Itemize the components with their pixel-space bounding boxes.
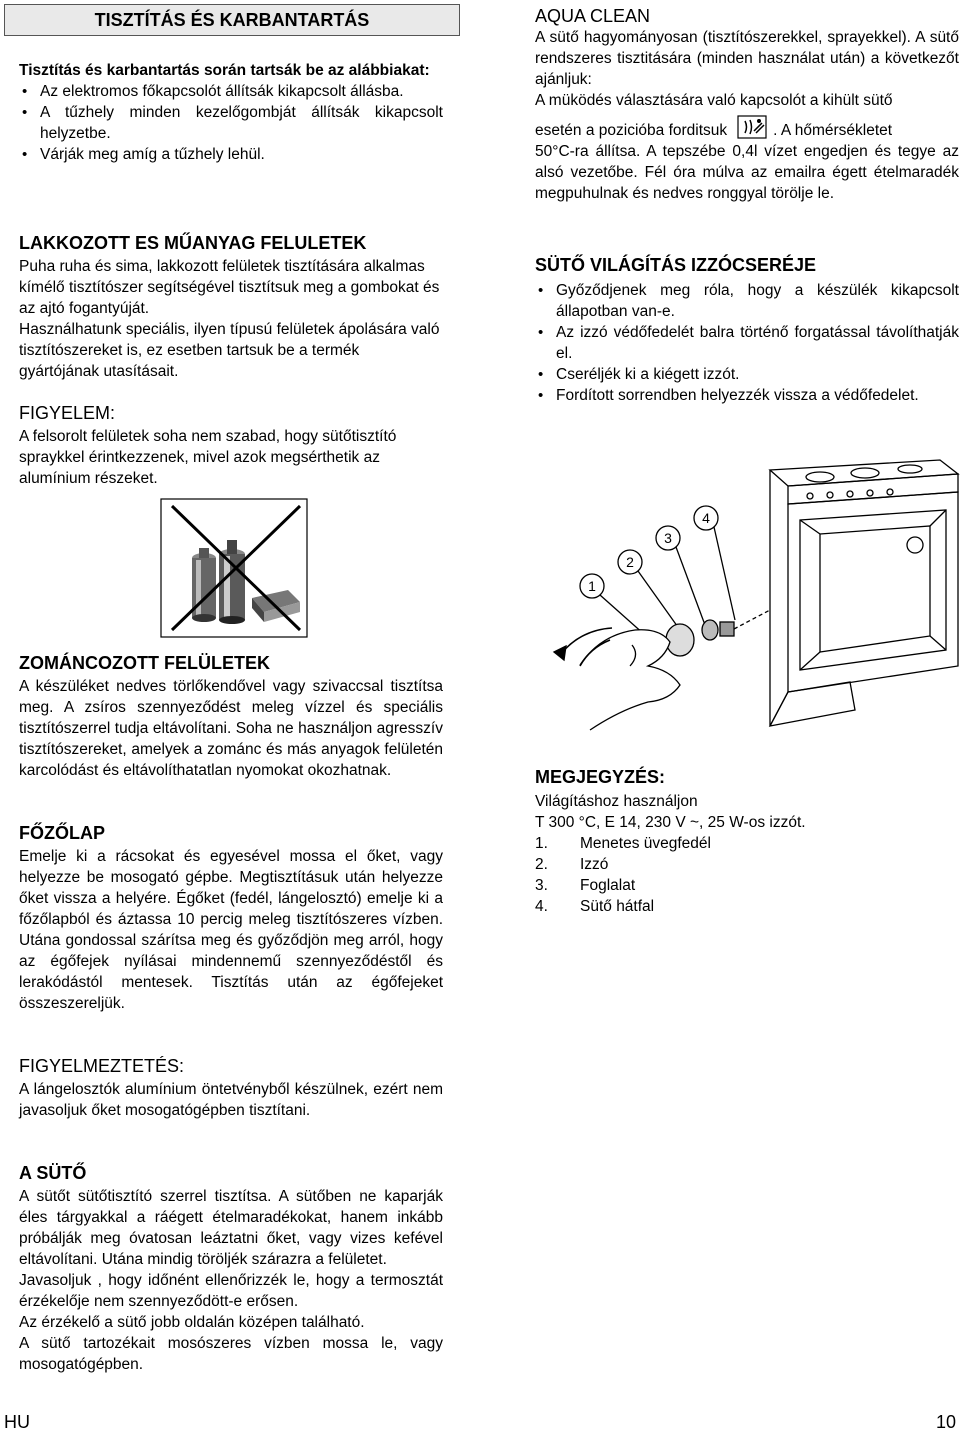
note-parts-list [535,833,959,917]
aqua-clean-text-3 [535,115,959,141]
lamp-section [535,254,959,406]
diagram-label-2: 2 [626,554,634,570]
intro-item: • Várják meg amíg a tűzhely lehül. [19,144,443,165]
oven-section [19,1162,443,1375]
note-title: MEGJEGYZÉS: [535,767,666,787]
lamp-item: • Fordított sorrendben helyezzék vissza a védőfedelet. [535,385,959,406]
oven-text-4: A sütő tartozékait mosószeres vízben mossa le, vagy mosogatógépben. [19,1335,443,1373]
aqua-clean-section [535,5,959,204]
lacquered-text: Puha ruha és sima, lakkozott felületek tisztítására alkalmas kímélő tisztítószer segítségével tisztítsuk meg a gombokat és az ajtó fogantyúját. [19,258,440,317]
spray-can-icon [192,548,216,622]
page-title: TISZTÍTÁS ÉS KARBANTARTÁS [4,4,460,36]
lamp-item: • Az izzó védőfedelét balra történő forgatással távolíthatják el. [535,322,959,364]
oven-text-3: Az érzékelő a sütő jobb oldalán középen található. [19,1314,365,1331]
lacquered-text-2: Használhatunk speciális, ilyen típusú felületek ápolására való tisztítószereket is, ez esetben tartsuk be a termék gyártójának utasításait. [19,321,440,380]
note-line: Világításhoz használjon [535,793,698,810]
caution-section [19,1055,443,1121]
lacquered-title: LAKKOZOTT ES MŰANYAG FELULETEK [19,233,367,253]
warning-section [19,402,443,489]
intro-item: • A tűzhely minden kezelőgombját állítsák kikapcsolt helyzetbe. [19,102,443,144]
no-spray-illustration [160,498,308,638]
intro-title: Tisztítás és karbantartás során tartsák be az alábbiakat: [19,62,430,79]
oven-text: A sütőt sütőtisztító szerrel tisztítsa. A sütőben ne kaparják éles tárgyakkal a ráégett ételmaradékokat, hanem inkább próbálják meg óvatosan leáztatni őket, vagy vizes kefével eltávolítani. Utána mindig töröljék szárazra a felületet. [19,1188,443,1268]
note-part: 4. Sütő hátfal [535,898,655,915]
aqua-clean-temp-text: . A hőmérsékletet [773,122,893,139]
caution-title: FIGYELMEZTETÉS: [19,1056,185,1076]
diagram-label-1: 1 [588,578,596,594]
note-part: 1. Menetes üvegfedél [535,835,711,852]
aqua-clean-text-4: 50°C-ra állítsa. A tepszébe 0,4l vízet engedjen és tegye az alsó vezetőbe. Fél óra múlva az emailra égett ételmaradék megpuhulnak és nedves ronggyal törölje le. [535,143,959,202]
diagram-label-4: 4 [702,510,710,526]
hob-text: Emelje ki a rácsokat és egyesével mossa el őket, vagy helyezze be mosogató gépbe. Megtisztításuk után helyezze őket vissza a helyére. Égőket (fedél, lángelosztó) emelje ki a főzőlapból és áztassa 10 percig meleg tisztítószeres vízben. Utána gondossal szárítsa meg és győződjön meg arról, hogy az égőfejek nyílásai mindennemű szennyeződéstől és lerakódástól mentesek. Tisztítás után az égőfejeket összeszereljük. [19,848,443,1012]
aqua-clean-text-2: A müködés választására való kapcsolót a kihült sütő [535,92,893,109]
footer-page-number: 10 [935,1412,956,1432]
note-part: 2. Izzó [535,856,609,873]
aqua-clean-text: A sütő hagyományosan (tisztítószerekkel, sprayekkel). A sütő rendszeres tisztitására (minden használat után) a következőt ajánljuk: [535,29,959,88]
enamel-section [19,652,443,781]
intro-list [19,81,443,165]
hob-section [19,822,443,1014]
note-part: 3. Foglalat [535,877,636,894]
enamel-title: ZOMÁNCOZOTT FELÜLETEK [19,653,270,673]
lamp-replacement-diagram [520,430,960,760]
warning-text: A felsorolt felületek soha nem szabad, hogy sütőtisztító spraykkel érintkezzenek, mivel azok megsérthetik az alumínium részeket. [19,428,397,487]
warning-title: FIGYELEM: [19,403,116,423]
oven-title: A SÜTŐ [19,1163,87,1183]
enamel-text: A készüléket nedves törlőkendővel vagy szivaccsal tisztítsa meg. A zsíros szennyeződést meleg vízzel és speciális tisztítószerrel tudja eltávolítani. Soha ne használjon agresszív tisztítószereket, amelyek a zománc és más anyagok felületén karcolódást és eltávolíthatatlan nyomokat okozhatnak. [19,678,443,779]
note-line-2: T 300 °C, E 14, 230 V ~, 25 W-os izzót. [535,814,806,831]
lamp-item: • Cseréljék ki a kiégett izzót. [535,364,959,385]
lamp-title: SÜTŐ VILÁGÍTÁS IZZÓCSERÉJE [535,255,817,275]
aqua-clean-title: AQUA CLEAN [535,6,651,26]
oven-text-2: Javasoljuk , hogy időnént ellenőrizzék le, hogy a termosztát érzékelője nem szennyeződött-e erősen. [19,1272,443,1310]
diagram-label-3: 3 [664,530,672,546]
caution-text: A lángelosztók alumínium öntetvényből készülnek, ezért nem javasoljuk őket mosogatógépben tisztítani. [19,1081,443,1119]
intro-item: • Az elektromos főkapcsolót állítsák kikapcsolt állásba. [19,81,443,102]
aqua-clean-position-text: esetén a pozicióba forditsuk [535,122,728,139]
footer-language: HU [4,1412,30,1432]
lamp-item: • Győződjenek meg róla, hogy a készülék kikapcsolt állapotban van-e. [535,280,959,322]
lamp-list [535,280,959,406]
hob-title: FŐZŐLAP [19,823,105,843]
note-section [535,766,959,917]
intro-section [19,60,443,165]
aqua-clean-symbol-icon [737,115,767,139]
lacquered-section [19,232,443,382]
